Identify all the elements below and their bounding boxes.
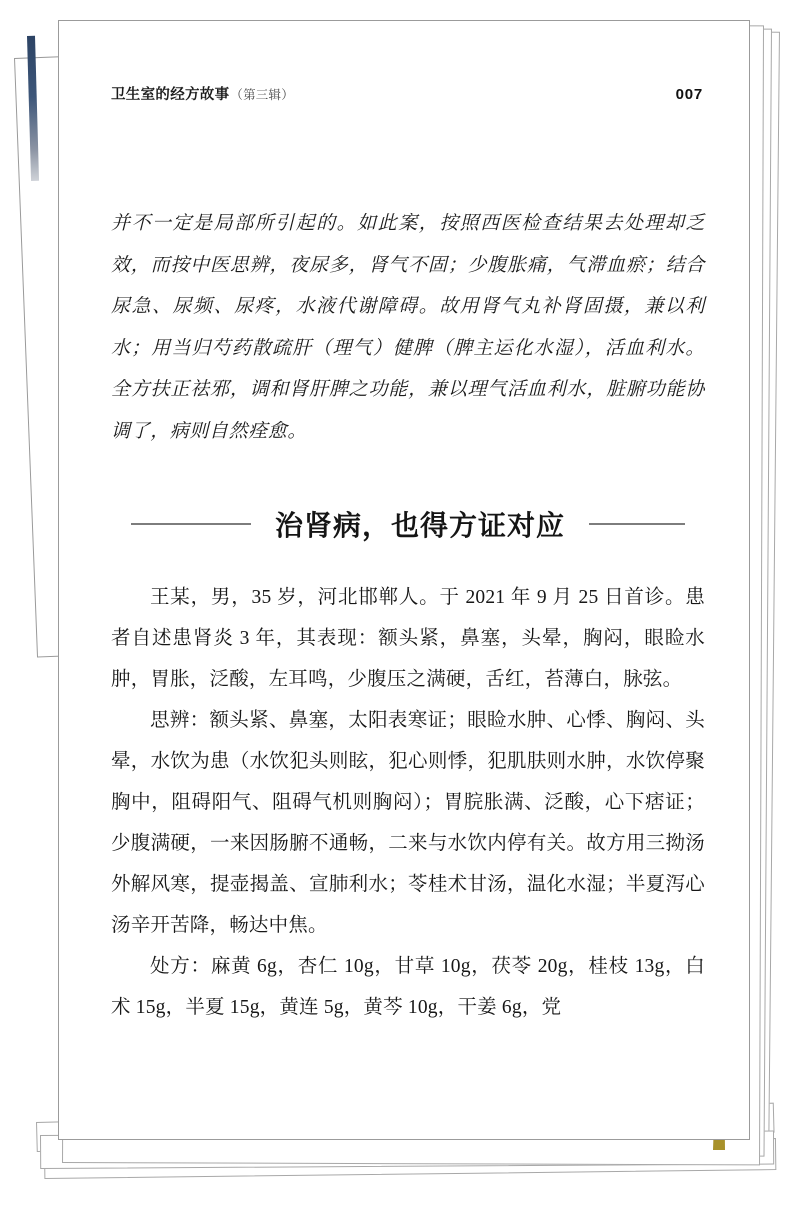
running-head — [111, 83, 703, 109]
heading-rule-right — [589, 523, 685, 525]
paragraph-case-intro: 王某，男，35 岁，河北邯郸人。于 2021 年 9 月 25 日首诊。患者自述患肾炎 3 年，其表现：额头紧，鼻塞，头晕，胸闷，眼睑水肿，胃胀，泛酸，左耳鸣，少腹压之满硬，舌红，苔薄白，脉弦。 — [111, 587, 705, 690]
content-block-bottom — [111, 577, 705, 1028]
paragraph-prescription: 处方：麻黄 6g，杏仁 10g，甘草 10g，茯苓 20g，桂枝 13g，白术 15g，半夏 15g，黄连 5g，黄芩 10g，干姜 6g，党 — [111, 956, 705, 1018]
heading-rule-left — [131, 523, 251, 525]
paragraph-analysis: 思辨：额头紧、鼻塞，太阳表寒证；眼睑水肿、心悸、胸闷、头晕，水饮为患（水饮犯头则眩，犯心则悸，犯肌肤则水肿，水饮停聚胸中，阻碍阳气、阻碍气机则胸闷）；胃脘胀满、泛酸，心下痞证；少腹满硬，一来因肠腑不通畅，二来与水饮内停有关。故方用三拗汤外解风寒，提壶揭盖、宣肺利水；苓桂术甘汤，温化水湿；半夏泻心汤辛开苦降，畅达中焦。 — [111, 710, 705, 936]
content-block-top — [111, 203, 705, 452]
section-title: 治肾病，也得方证对应 — [274, 510, 565, 541]
page-number: 007 — [675, 86, 703, 103]
running-head-left — [111, 83, 294, 104]
paragraph-intro-continued: 并不一定是局部所引起的。如此案，按照西医检查结果去处理却乏效，而按中医思辨，夜尿多，肾气不固；少腹胀痛，气滞血瘀；结合尿急、尿频、尿疼，水液代谢障碍。故用肾气丸补肾固摄，兼以利水；用当归芍药散疏肝（理气）健脾（脾主运化水湿），活血利水。全方扶正祛邪，调和肾肝脾之功能，兼以理气活血利水，脏腑功能协调了，病则自然痊愈。 — [111, 212, 705, 442]
book-title: 卫生室的经方故事 — [111, 87, 230, 103]
book-volume: （第三辑） — [230, 88, 294, 102]
section-heading — [111, 497, 705, 551]
book-page — [58, 20, 750, 1140]
